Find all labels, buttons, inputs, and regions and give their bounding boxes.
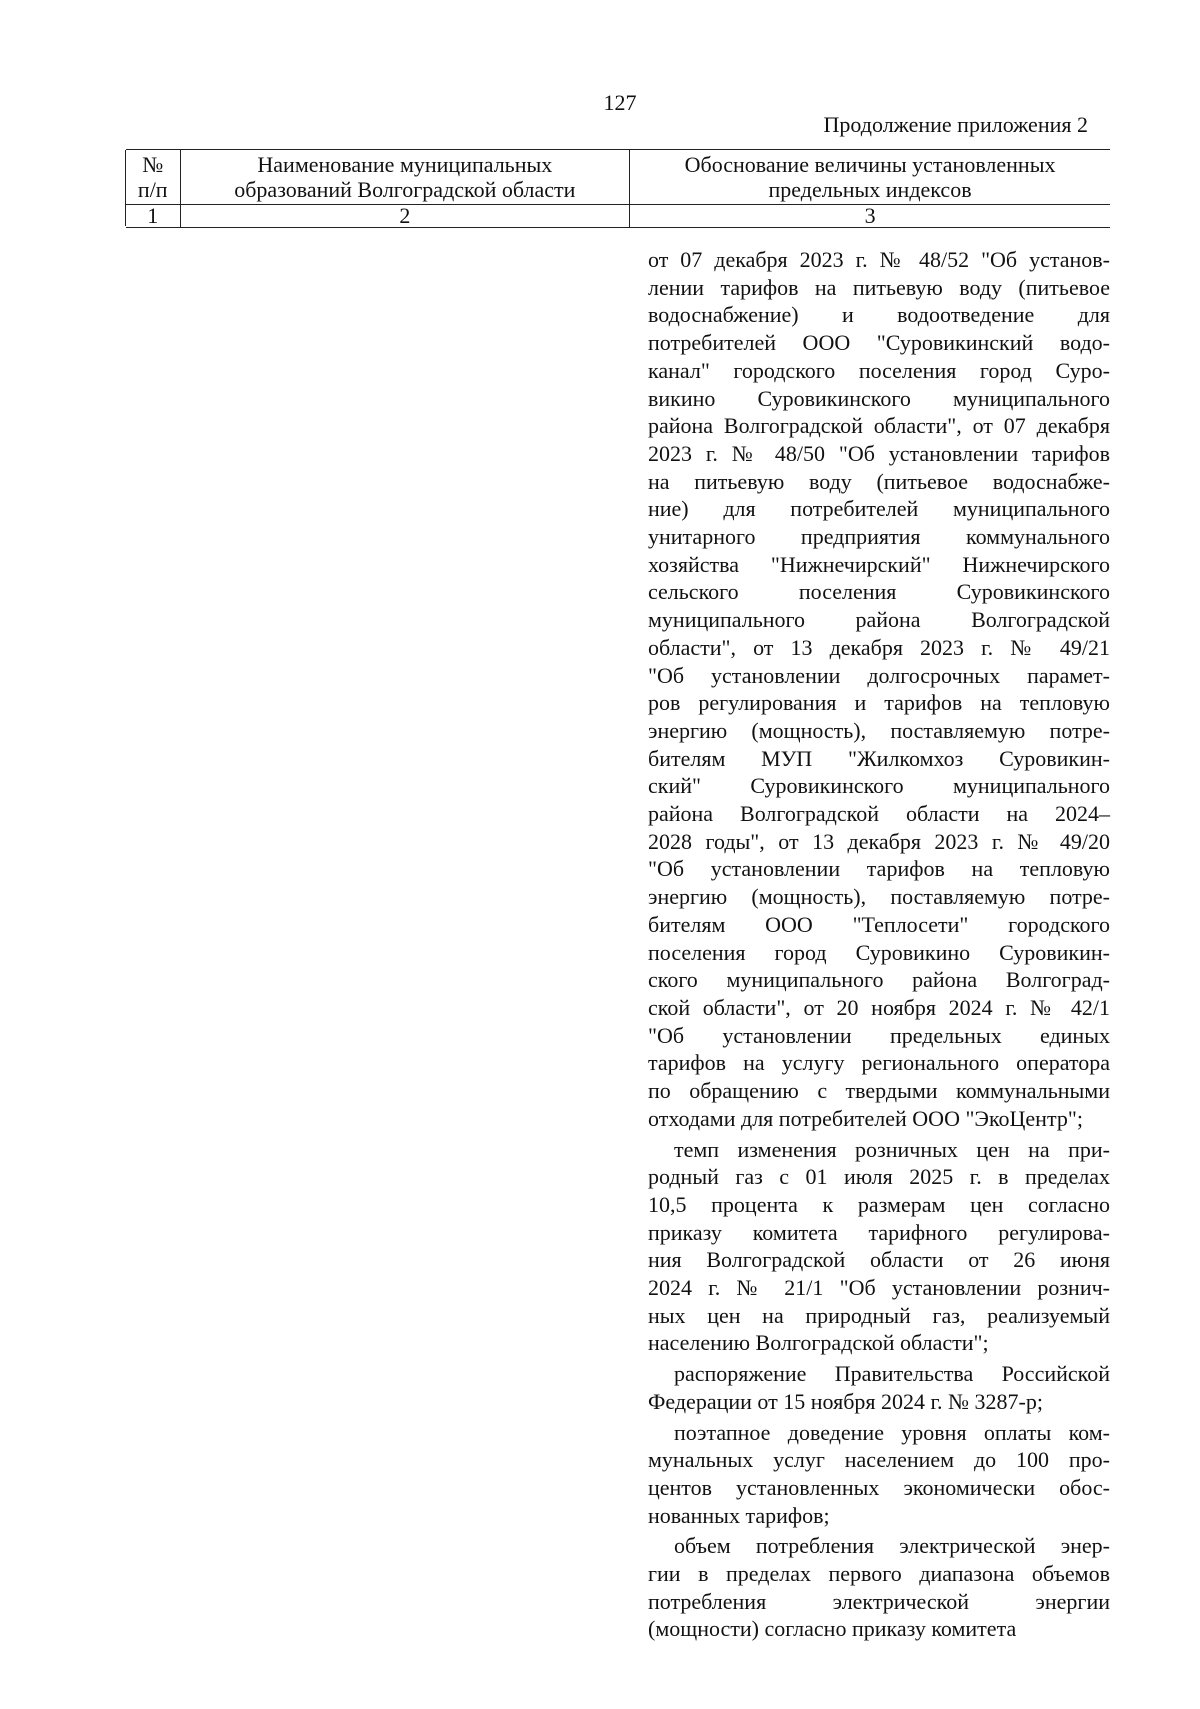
table-column-numbers-row bbox=[126, 205, 1110, 228]
justification-line: (мощности) согласно приказу комитета bbox=[648, 1616, 1017, 1642]
justification-line: поселения город Суровикино Суровикин- bbox=[648, 939, 1110, 965]
column-justification-header-line2: предельных индексов bbox=[768, 177, 972, 202]
justification-line: канал" городского поселения город Суро- bbox=[648, 357, 1110, 383]
justification-line: ния Волгоградской области от 26 июня bbox=[648, 1247, 1110, 1273]
justification-line: от 07 декабря 2023 г. № 48/52 "Об установ- bbox=[648, 247, 1110, 272]
justification-line: лении тарифов на питьевую воду (питьевое bbox=[648, 274, 1110, 300]
justification-paragraph bbox=[648, 1360, 1110, 1415]
justification-line: потребления электрической энергии bbox=[648, 1588, 1110, 1614]
justification-line: района Волгоградской области на 2024– bbox=[648, 801, 1110, 827]
column-number-3: 3 bbox=[630, 205, 1110, 228]
justification-line: "Об установлении предельных единых bbox=[648, 1022, 1110, 1048]
justification-line: ской области", от 20 ноября 2024 г. № 42/1 bbox=[648, 994, 1110, 1020]
justification-line: викино Суровикинского муниципального bbox=[648, 385, 1110, 411]
column-number-2: 2 bbox=[180, 205, 630, 228]
justification-paragraph bbox=[648, 1419, 1110, 1530]
justification-line: 2023 г. № 48/50 "Об установлении тарифов bbox=[648, 440, 1110, 466]
justification-line: ского муниципального района Волгоград- bbox=[648, 967, 1110, 993]
justification-line: бителям ООО "Теплосети" городского bbox=[648, 911, 1110, 937]
justification-line: ров регулирования и тарифов на тепловую bbox=[648, 690, 1110, 716]
justification-line: гии в пределах первого диапазона объемов bbox=[648, 1561, 1110, 1587]
justification-paragraph bbox=[648, 1532, 1110, 1643]
justification-line: приказу комитета тарифного регулирова- bbox=[648, 1219, 1110, 1245]
justification-line: поэтапное доведение уровня оплаты ком- bbox=[674, 1419, 1110, 1445]
justification-text-column bbox=[648, 246, 1110, 1646]
justification-line: энергию (мощность), поставляемую потре- bbox=[648, 884, 1110, 910]
justification-line: ский" Суровикинского муниципального bbox=[648, 773, 1110, 799]
appendix-table-header bbox=[126, 149, 1110, 228]
justification-line: Федерации от 15 ноября 2024 г. № 3287-р; bbox=[648, 1388, 1043, 1414]
column-municipality-header bbox=[180, 150, 630, 205]
column-justification-header-line1: Обоснование величины установленных bbox=[684, 152, 1056, 177]
justification-line: хозяйства "Нижнечирский" Нижнечирского bbox=[648, 551, 1110, 577]
table-header-row bbox=[126, 150, 1110, 205]
justification-line: сельского поселения Суровикинского bbox=[648, 579, 1110, 605]
justification-line: области", от 13 декабря 2023 г. № 49/21 bbox=[648, 634, 1110, 660]
justification-line: отходами для потребителей ООО "ЭкоЦентр"; bbox=[648, 1105, 1083, 1131]
justification-line: 2024 г. № 21/1 "Об установлении рознич- bbox=[648, 1275, 1110, 1301]
justification-line: муниципального района Волгоградской bbox=[648, 607, 1110, 633]
justification-line: распоряжение Правительства Российской bbox=[674, 1361, 1110, 1387]
justification-line: унитарного предприятия коммунального bbox=[648, 524, 1110, 550]
justification-line: энергию (мощность), поставляемую потре- bbox=[648, 717, 1110, 743]
justification-line: "Об установлении тарифов на тепловую bbox=[648, 856, 1110, 882]
justification-line: ние) для потребителей муниципального bbox=[648, 496, 1110, 522]
justification-paragraph bbox=[648, 1136, 1110, 1358]
column-number-1: 1 bbox=[126, 205, 180, 228]
justification-line: на питьевую воду (питьевое водоснабже- bbox=[648, 468, 1110, 494]
justification-line: объем потребления электрической энер- bbox=[674, 1533, 1110, 1559]
justification-line: потребителей ООО "Суровикинский водо- bbox=[648, 330, 1110, 356]
appendix-continuation-label: Продолжение приложения 2 bbox=[823, 112, 1088, 137]
page-number: 127 bbox=[603, 90, 637, 115]
table-left-border bbox=[125, 150, 126, 226]
column-justification-header bbox=[630, 150, 1110, 205]
justification-line: населению Волгоградской области"; bbox=[648, 1330, 989, 1356]
column-number-header-line2: п/п bbox=[137, 177, 168, 202]
justification-line: бителям МУП "Жилкомхоз Суровикин- bbox=[648, 745, 1110, 771]
justification-line: мунальных услуг населением до 100 про- bbox=[648, 1447, 1110, 1473]
column-municipality-header-line2: образований Волгоградской области bbox=[234, 177, 576, 202]
justification-line: "Об установлении долгосрочных парамет- bbox=[648, 662, 1110, 688]
justification-line: нованных тарифов; bbox=[648, 1502, 830, 1528]
justification-line: родный газ с 01 июля 2025 г. в пределах bbox=[648, 1164, 1110, 1190]
justification-line: тарифов на услугу регионального оператора bbox=[648, 1050, 1110, 1076]
justification-line: района Волгоградской области", от 07 декабря bbox=[648, 413, 1110, 439]
justification-line: водоснабжение) и водоотведение для bbox=[648, 302, 1110, 328]
justification-paragraph bbox=[648, 246, 1110, 1133]
justification-line: по обращению с твердыми коммунальными bbox=[648, 1078, 1110, 1104]
justification-line: 10,5 процента к размерам цен согласно bbox=[648, 1191, 1110, 1217]
column-number-header bbox=[126, 150, 180, 205]
column-municipality-header-line1: Наименование муниципальных bbox=[257, 152, 553, 177]
justification-line: центов установленных экономически обос- bbox=[648, 1474, 1110, 1500]
justification-line: 2028 годы", от 13 декабря 2023 г. № 49/20 bbox=[648, 828, 1110, 854]
justification-line: ных цен на природный газ, реализуемый bbox=[648, 1302, 1110, 1328]
column-number-header-line1: № bbox=[142, 152, 164, 177]
justification-line: темп изменения розничных цен на при- bbox=[674, 1136, 1110, 1162]
